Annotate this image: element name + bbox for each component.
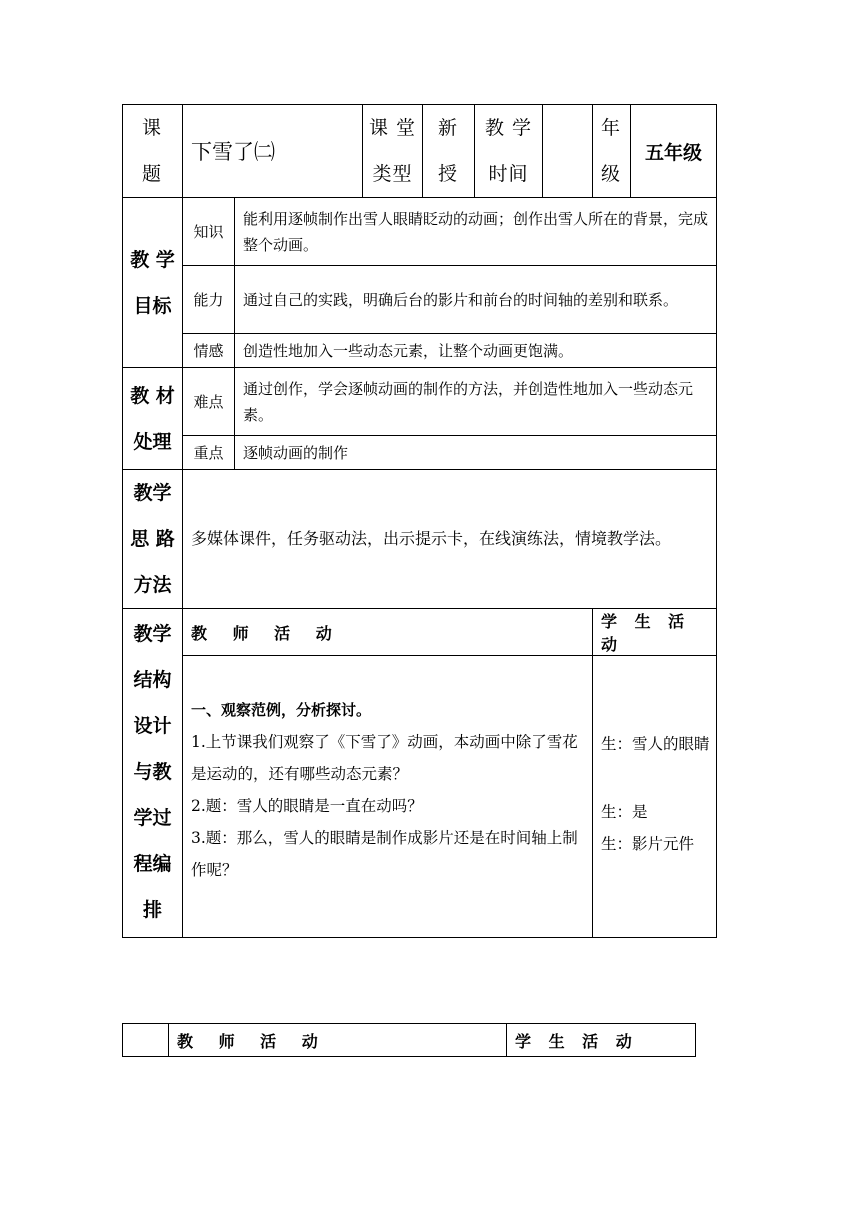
teacher-line: 3.题：那么，雪人的眼睛是制作成影片还是在时间轴上制作呢？	[191, 829, 578, 879]
page2-blank-cell	[123, 1024, 169, 1057]
lesson-plan-table	[122, 104, 717, 938]
type-label: 课 堂 类型	[363, 105, 423, 198]
objective-emotion-label: 情感	[183, 334, 235, 368]
methods-label: 教学 思 路 方法	[123, 470, 183, 609]
student-activity-header: 学 生 活 动	[593, 609, 717, 656]
student-line: 生：是	[601, 803, 648, 821]
grade-label: 年 级	[593, 105, 631, 198]
objectives-label: 教 学 目标	[123, 198, 183, 368]
student-activity-content	[593, 656, 717, 938]
objective-knowledge-text: 能利用逐帧制作出雪人眼睛眨动的动画；创作出雪人所在的背景，完成整个动画。	[235, 198, 717, 266]
structure-label: 教学 结构 设计 与教 学过 程编 排	[123, 609, 183, 938]
student-line: 生：雪人的眼睛	[601, 735, 710, 753]
objective-emotion-text: 创造性地加入一些动态元素，让整个动画更饱满。	[235, 334, 717, 368]
time-label: 教 学 时间	[475, 105, 543, 198]
material-focus-label: 重点	[183, 436, 235, 470]
materials-label: 教 材 处理	[123, 368, 183, 470]
teacher-activity-content	[183, 656, 593, 938]
material-difficulty-text: 通过创作，学会逐帧动画的制作的方法，并创造性地加入一些动态元素。	[235, 368, 717, 436]
material-focus-text: 逐帧动画的制作	[235, 436, 717, 470]
time-value	[543, 105, 593, 198]
teacher-line: 1.上节课我们观察了《下雪了》动画，本动画中除了雪花是运动的，还有哪些动态元素？	[191, 733, 578, 783]
methods-text: 多媒体课件，任务驱动法，出示提示卡，在线演练法，情境教学法。	[183, 470, 717, 609]
objective-ability-text: 通过自己的实践，明确后台的影片和前台的时间轴的差别和联系。	[235, 266, 717, 334]
page2-student-header: 学 生 活 动	[507, 1024, 696, 1057]
objective-knowledge-label: 知识	[183, 198, 235, 266]
page2-table	[122, 1023, 696, 1057]
grade-value: 五年级	[631, 105, 717, 198]
course-label: 课 题	[123, 105, 183, 198]
section-title: 一、观察范例，分析探讨。	[191, 701, 372, 719]
type-value: 新 授	[423, 105, 475, 198]
teacher-line: 2.题：雪人的眼睛是一直在动吗？	[191, 797, 423, 815]
material-difficulty-label: 难点	[183, 368, 235, 436]
student-line: 生：影片元件	[601, 835, 695, 853]
objective-ability-label: 能力	[183, 266, 235, 334]
course-title: 下雪了㈡	[183, 105, 363, 198]
teacher-activity-header: 教 师 活 动	[183, 609, 593, 656]
page2-teacher-header: 教 师 活 动	[169, 1024, 507, 1057]
